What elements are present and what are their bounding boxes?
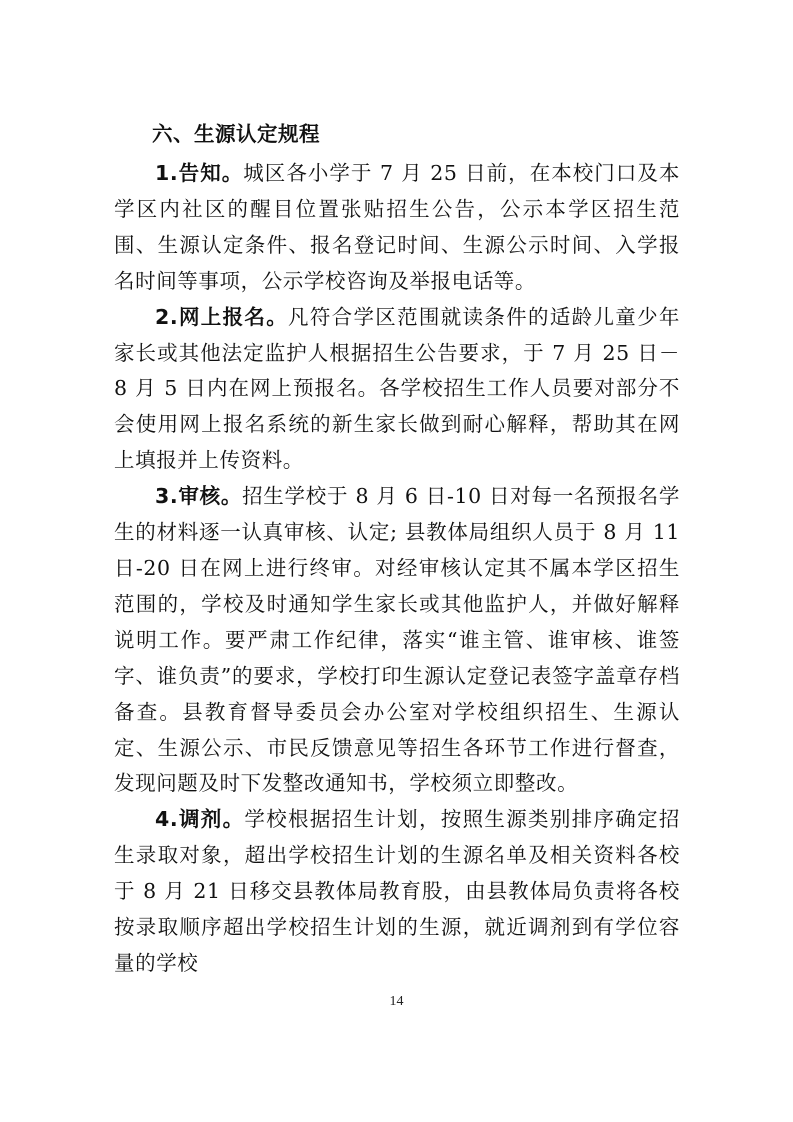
paragraph-notice bbox=[114, 156, 680, 300]
paragraph-title: 4.调剂。 bbox=[155, 807, 245, 832]
paragraph-text: 学校根据招生计划，按照生源类别排序确定招生录取对象，超出学校招生计划的生源名单及相关资料各校于 8 月 21 日移交县教体局教育股，由县教体局负责将各校按录取顺序超出学校招生计划的生源，就近调剂到有学位容量的学校 bbox=[114, 807, 680, 975]
paragraph-text: 招生学校于 8 月 6 日-10 日对每一名预报名学生的材料逐一认真审核、认定; 县教体局组织人员于 8 月 11 日-20 日在网上进行终审。对经审核认定其不属本学区招生范围的，学校及时通知学生家长或其他监护人，并做好解释说明工作。要严肃工作纪律，落实“谁主管、谁审核、谁签字、谁负责”的要求，学校打印生源认定登记表签字盖章存档备查。县教育督导委员会办公室对学校组织招生、生源认定、生源公示、市民反馈意见等招生各环节工作进行督查，发现问题及时下发整改通知书，学校须立即整改。 bbox=[114, 484, 680, 796]
paragraph-title: 2.网上报名。 bbox=[155, 304, 289, 329]
paragraph-text: 凡符合学区范围就读条件的适龄儿童少年家长或其他法定监护人根据招生公告要求，于 7 月 25 日－8 月 5 日内在网上预报名。各学校招生工作人员要对部分不会使用网上报名系统的新生家长做到耐心解释，帮助其在网上填报并上传资料。 bbox=[114, 304, 680, 473]
paragraph-title: 1.告知。 bbox=[155, 161, 244, 185]
section-title: 六、生源认定规程 bbox=[152, 122, 320, 146]
paragraph-review bbox=[114, 479, 680, 802]
paragraph-title: 3.审核。 bbox=[155, 484, 243, 509]
paragraph-text: 城区各小学于 7 月 25 日前，在本校门口及本学区内社区的醒目位置张贴招生公告，公示本学区招生范围、生源认定条件、报名登记时间、生源公示时间、入学报名时间等事项，公示学校咨询及举报电话等。 bbox=[114, 161, 680, 293]
paragraph-online-registration bbox=[114, 300, 680, 480]
page-content bbox=[114, 116, 680, 982]
paragraph-adjustment bbox=[114, 802, 680, 982]
page-number: 14 bbox=[389, 994, 404, 1009]
